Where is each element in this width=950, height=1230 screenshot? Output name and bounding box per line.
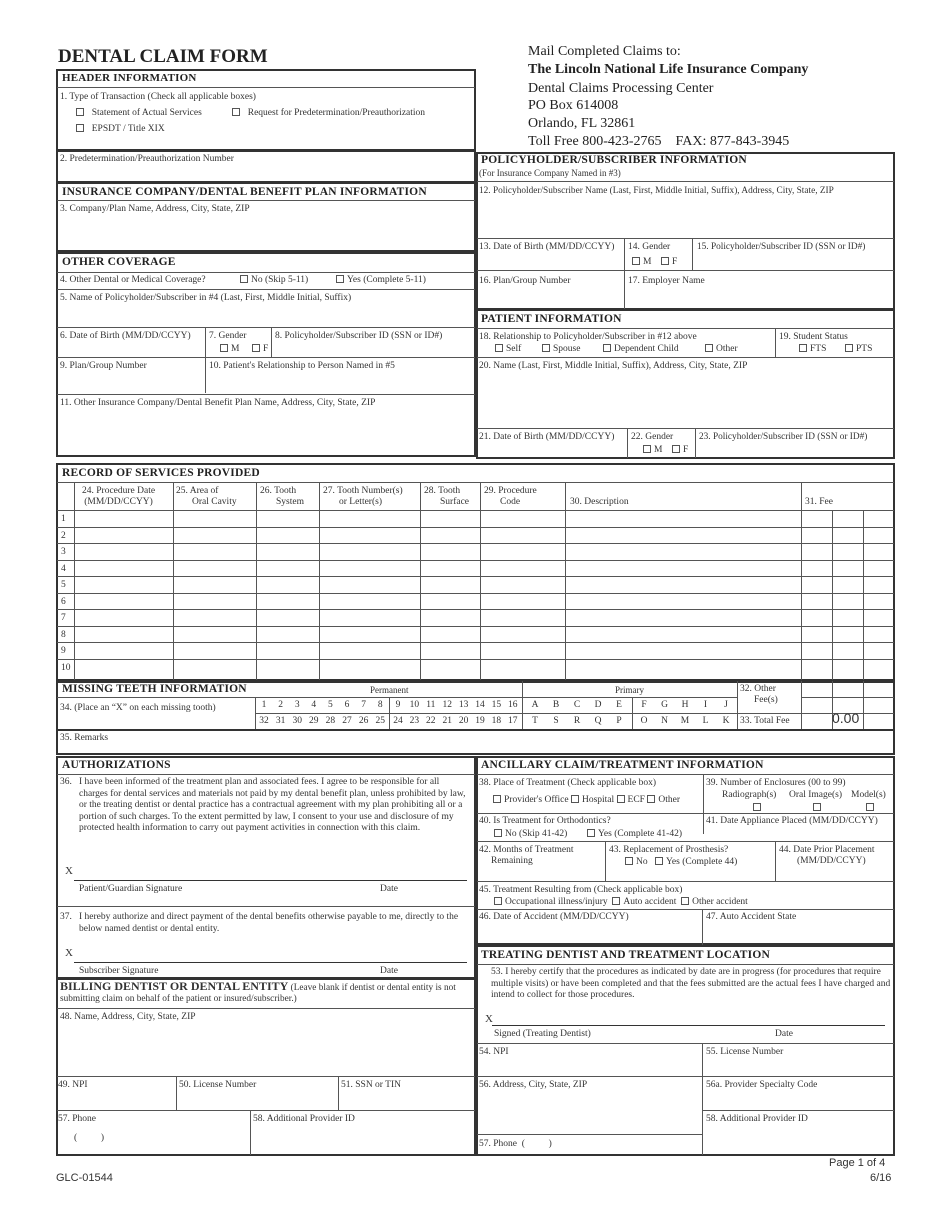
field-9-label: 9. Plan/Group Number [60,361,147,371]
field-36-num: 36. [60,777,72,787]
other-coverage-title: OTHER COVERAGE [62,256,176,268]
mail-to-dept: Dental Claims Processing Center [528,81,714,96]
checkbox-icon [232,108,240,116]
tooth-permanent[interactable]: 24 [393,716,403,726]
mail-to-label: Mail Completed Claims to: [528,44,681,59]
field-8-label: 8. Policyholder/Subscriber ID (SSN or ID#) [275,331,443,341]
field-18-label: 18. Relationship to Policyholder/Subscriber in #12 above [479,332,697,342]
checkbox-occupational[interactable]: Occupational illness/injury [494,897,608,907]
field-10-label: 10. Patient's Relationship to Person Named in #5 [209,361,395,371]
field-22-label: 22. Gender [631,432,674,442]
field-34-label: 34. (Place an “X” on each missing tooth) [60,703,216,713]
signature-x-1: X [65,865,73,877]
tooth-permanent[interactable]: 31 [275,716,286,726]
field-23-label: 23. Policyholder/Subscriber ID (SSN or ID#) [699,432,868,442]
tooth-permanent[interactable]: 11 [426,700,436,710]
checkbox-auto-accident[interactable]: Auto accident [612,897,676,907]
checkbox-dependent-child[interactable]: Dependent Child [603,344,679,355]
tooth-primary[interactable]: G [661,700,668,710]
signature-x-2: X [65,947,73,959]
patient-signature-line[interactable] [74,880,467,881]
field-51-label: 51. SSN or TIN [341,1080,401,1090]
row-number: 3 [61,547,66,557]
table-row[interactable] [57,593,894,610]
checkbox-ecf[interactable]: ECF [617,795,645,805]
checkbox-icon [705,344,713,352]
remarks-box[interactable] [56,729,895,755]
mail-to-city: Orlando, FL 32861 [528,116,636,131]
tooth-permanent[interactable]: 4 [311,700,317,710]
field-32-label: 32. Other Fee(s) [740,684,778,705]
field-50-label: 50. License Number [179,1080,257,1090]
tooth-primary[interactable]: B [552,700,560,710]
tooth-permanent[interactable]: 2 [278,700,283,710]
checkbox-icon [252,344,260,352]
mail-to-pobox: PO Box 614008 [528,98,619,113]
field-4-label: 4. Other Dental or Medical Coverage? [60,275,206,285]
row-number: 8 [61,629,66,640]
tooth-permanent[interactable]: 6 [344,700,350,710]
form-version: 6/16 [870,1172,892,1184]
row-number: 6 [61,596,66,607]
tooth-permanent[interactable]: 22 [426,716,436,726]
checkbox-icon [799,344,807,352]
policyholder-subtitle: (For Insurance Company Named in #3) [479,168,621,178]
checkbox-icon [76,108,84,116]
col-30-header: 30. Description [570,497,629,507]
tooth-primary[interactable]: K [722,716,730,726]
col-31-header: 31. Fee [805,497,833,507]
checkbox-icon [661,257,669,265]
tooth-primary[interactable]: Q [594,716,602,726]
fee-column-divider [801,681,802,729]
table-row[interactable] [57,576,894,593]
field-49-label: 49. NPI [58,1080,88,1090]
field-13-label: 13. Date of Birth (MM/DD/CCYY) [479,242,615,252]
tooth-primary[interactable]: H [681,700,689,710]
field-40-label: 40. Is Treatment for Orthodontics? [479,816,611,826]
checkbox-self[interactable]: Self [495,344,521,355]
checkbox-icon [336,275,344,283]
checkbox-icon [76,124,84,132]
field-55-label: 55. License Number [706,1047,784,1057]
field-14-label: 14. Gender [628,242,671,252]
header-title: HEADER INFORMATION [62,72,197,84]
field-17-label: 17. Employer Name [628,276,705,286]
checkbox-f7-f[interactable]: F [252,344,268,355]
checkbox-f43-yes[interactable]: Yes (Complete 44) [655,857,737,868]
row-number: 9 [61,646,66,656]
dentist-signature-line[interactable] [492,1025,885,1026]
tooth-permanent[interactable]: 30 [292,716,302,726]
treating-dentist-title: TREATING DENTIST AND TREATMENT LOCATION [481,949,770,961]
checkbox-f43-no[interactable]: No [625,857,648,868]
checkbox-f4-yes[interactable]: Yes (Complete 5-11) [336,275,426,286]
col-29-header: 29. Procedure Code [484,486,537,507]
table-row[interactable] [57,642,894,659]
mail-to-phones: Toll Free 800-423-2765 FAX: 877-843-3945 [528,134,790,149]
ancillary-title: ANCILLARY CLAIM/TREATMENT INFORMATION [481,759,764,771]
checkbox-icon [845,344,853,352]
field-35-label: 35. Remarks [60,733,109,743]
checkbox-pts[interactable]: PTS [845,344,872,355]
field-39-label: 39. Number of Enclosures (00 to 99) [706,778,846,788]
date-label-1: Date [380,884,398,894]
tooth-permanent[interactable]: 29 [309,716,319,726]
field-37-num: 37. [60,912,72,922]
table-row[interactable] [57,560,894,577]
checkbox-epsdt[interactable]: EPSDT / Title XIX [76,124,165,135]
tooth-primary[interactable]: I [703,700,708,710]
billing-title: BILLING DENTIST OR DENTAL ENTITY (Leave blank if dentist or dental entity is not submitting claim on behalf of the patient or insured/subscriber.) [60,979,456,1004]
checkbox-f7-m[interactable]: M [220,344,239,355]
checkbox-icon [240,275,248,283]
subscriber-signature-label: Subscriber Signature [79,966,159,976]
checkbox-f40-yes[interactable]: Yes (Complete 41-42) [587,829,682,840]
checkbox-icon [220,344,228,352]
treatment-resulting-options [494,897,748,908]
tooth-primary[interactable]: C [573,700,581,710]
checkbox-oral-images[interactable] [813,803,821,811]
form-code: GLC-01544 [56,1172,113,1184]
tooth-permanent[interactable]: 25 [375,716,385,726]
tooth-permanent[interactable]: 13 [458,700,469,710]
checkbox-other-accident[interactable]: Other accident [681,897,748,907]
tooth-primary[interactable]: A [531,700,539,710]
tooth-primary[interactable]: O [640,716,648,726]
field-43-label: 43. Replacement of Prosthesis? [609,845,729,855]
field-44-label: 44. Date Prior Placement (MM/DD/CCYY) [779,845,875,866]
tooth-permanent[interactable]: 23 [409,716,420,726]
tooth-permanent[interactable]: 8 [377,700,383,710]
field-5-label: 5. Name of Policyholder/Subscriber in #4 (Last, First, Middle Initial, Suffix) [60,293,352,303]
checkbox-f14-f[interactable]: F [661,257,677,268]
checkbox-f4-no[interactable]: No (Skip 5-11) [240,275,308,286]
table-row[interactable] [57,626,894,643]
tooth-primary[interactable]: E [616,700,622,710]
tooth-permanent[interactable]: 14 [475,700,485,710]
checkbox-actual-services[interactable]: Statement of Actual Services [76,108,202,119]
tooth-permanent[interactable]: 27 [342,716,352,726]
tooth-primary[interactable]: L [702,716,709,726]
row-number: 5 [61,580,66,590]
tooth-permanent[interactable]: 15 [491,700,502,710]
checkbox-icon [542,344,550,352]
checkbox-models[interactable] [866,803,874,811]
field-47-label: 47. Auto Accident State [706,912,797,922]
col-24-header: 24. Procedure Date (MM/DD/CCYY) [82,486,156,507]
tooth-permanent[interactable]: 12 [442,700,452,710]
field-58-treating-label: 58. Additional Provider ID [706,1114,808,1124]
tooth-permanent[interactable]: 3 [294,700,300,710]
field-54-label: 54. NPI [479,1047,509,1057]
field-36-text: I have been informed of the treatment plan and associated fees. I agree to be responsible for all charges for dental services and materials not paid by my dental benefit plan, unless prohibited by law, or the treating dentist or dental practice has a contractual agreement with my plan prohibiting all or a portion of such charges. To the extent permitted by law, I consent to your use and disclosure of my protected health information to carry out payment activities in connection with this claim. [79,777,466,833]
tooth-permanent[interactable]: 26 [358,716,369,726]
insurance-title: INSURANCE COMPANY/DENTAL BENEFIT PLAN INFORMATION [62,186,427,198]
enclosure-models: Model(s) [851,790,886,800]
field-21-label: 21. Date of Birth (MM/DD/CCYY) [479,432,615,442]
field-16-label: 16. Plan/Group Number [479,276,571,286]
checkbox-icon [625,857,633,865]
field-53-text: 53. I hereby certify that the procedures as indicated by date are in progress (for procedures that require multiple visits) or have been completed and that the fees submitted are the actual fees I have charged and intend to collect for those procedures. [491,967,891,1000]
tooth-primary[interactable]: T [532,716,538,726]
row-number: 1 [61,514,66,524]
field-42-label: 42. Months of Treatment Remaining [479,845,574,866]
checkbox-f14-m[interactable]: M [632,257,651,268]
checkbox-f22-m[interactable]: M [643,445,662,456]
field-56-label: 56. Address, City, State, ZIP [479,1080,588,1090]
dentist-signature-label: Signed (Treating Dentist) [494,1029,591,1039]
field-20-label: 20. Name (Last, First, Middle Initial, Suffix), Address, City, State, ZIP [479,361,748,371]
checkbox-spouse[interactable]: Spouse [542,344,580,355]
tooth-primary[interactable]: D [594,700,602,710]
checkbox-hospital[interactable]: Hospital [571,795,614,805]
checkbox-other-place[interactable]: Other [647,795,680,805]
row-number: 7 [61,613,66,623]
field-15-label: 15. Policyholder/Subscriber ID (SSN or ID#) [697,242,866,252]
col-26-header: 26. Tooth System [260,486,304,507]
col-27-header: 27. Tooth Number(s) or Letter(s) [323,486,403,507]
tooth-permanent[interactable]: 18 [491,716,502,726]
checkbox-icon [495,344,503,352]
field-46-label: 46. Date of Accident (MM/DD/CCYY) [479,912,629,922]
date-label-2: Date [380,966,398,976]
checkbox-icon [672,445,680,453]
col-25-header: 25. Area of Oral Cavity [176,486,237,507]
field-48-label: 48. Name, Address, City, State, ZIP [60,1012,196,1022]
checkbox-icon [587,829,595,837]
form-title: DENTAL CLAIM FORM [58,46,268,67]
field-2-label: 2. Predetermination/Preauthorization Number [60,154,234,164]
tooth-primary[interactable]: R [573,716,581,726]
table-row[interactable] [57,510,894,527]
tooth-primary[interactable]: J [724,700,728,710]
primary-label: Primary [615,685,644,695]
field-57-label: 57. Phone [58,1114,96,1124]
tooth-permanent[interactable]: 28 [325,716,336,726]
services-title: RECORD OF SERVICES PROVIDED [62,467,260,479]
field-38-label: 38. Place of Treatment (Check applicable box) [479,778,657,788]
checkbox-icon [494,829,502,837]
field-56a-label: 56a. Provider Specialty Code [706,1080,818,1090]
tooth-permanent[interactable]: 1 [261,700,267,710]
signature-x-3: X [485,1013,493,1025]
enclosure-radiographs: Radiograph(s) [722,790,777,800]
col-28-header: 28. Tooth Surface [424,486,470,507]
tooth-permanent[interactable]: 7 [361,700,366,710]
fee-row-divider [801,697,894,698]
tooth-permanent[interactable]: 17 [508,716,518,726]
field-12-label: 12. Policyholder/Subscriber Name (Last, First, Middle Initial, Suffix), Address, City, State, ZIP [479,186,834,196]
row-number: 4 [61,563,66,574]
tooth-primary[interactable]: N [661,716,668,726]
field-11-label: 11. Other Insurance Company/Dental Benefit Plan Name, Address, City, State, ZIP [60,398,376,408]
checkbox-providers-office[interactable]: Provider's Office [493,795,569,805]
table-row[interactable] [57,609,894,626]
table-row[interactable] [57,527,894,544]
checkbox-predetermination[interactable]: Request for Predetermination/Preauthorization [232,108,425,119]
checkbox-f40-no[interactable]: No (Skip 41-42) [494,829,567,840]
permanent-label: Permanent [370,685,409,695]
field-41-label: 41. Date Appliance Placed (MM/DD/CCYY) [706,816,878,826]
checkbox-radiographs[interactable] [753,803,761,811]
field-1-label: 1. Type of Transaction (Check all applicable boxes) [60,92,256,102]
field-57-phone[interactable]: ( ) [74,1133,105,1143]
field-58-label: 58. Additional Provider ID [253,1114,355,1124]
fee-column-divider [863,681,864,729]
place-of-treatment-options [493,795,680,806]
field-57-treating-label: 57. Phone ( ) [479,1139,552,1149]
row-number: 2 [61,530,66,541]
subscriber-signature-line[interactable] [74,962,467,963]
mail-to-company: The Lincoln National Life Insurance Company [528,62,809,77]
tooth-permanent[interactable]: 16 [508,700,518,710]
checkbox-fts[interactable]: FTS [799,344,826,355]
tooth-permanent[interactable]: 10 [409,700,420,710]
total-fee-value[interactable]: 0.00 [832,710,860,726]
field-33-label: 33. Total Fee [740,716,790,726]
authorizations-title: AUTHORIZATIONS [62,759,171,771]
row-number: 10 [61,662,71,673]
checkbox-icon [603,344,611,352]
table-row[interactable] [57,543,894,560]
tooth-permanent[interactable]: 5 [328,700,333,710]
table-row[interactable] [57,659,894,676]
page-number: Page 1 of 4 [829,1157,886,1169]
patient-title: PATIENT INFORMATION [481,313,622,325]
date-label-3: Date [775,1029,793,1039]
checkbox-icon [632,257,640,265]
checkbox-icon [643,445,651,453]
checkbox-f22-f[interactable]: F [672,445,688,456]
field-45-label: 45. Treatment Resulting from (Check applicable box) [479,885,683,895]
tooth-primary[interactable]: P [616,716,622,726]
tooth-permanent[interactable]: 19 [475,716,485,726]
field-6-label: 6. Date of Birth (MM/DD/CCYY) [60,331,191,341]
tooth-permanent[interactable]: 9 [395,700,401,710]
patient-signature-label: Patient/Guardian Signature [79,884,183,894]
enclosure-oral-images: Oral Image(s) [789,790,843,800]
tooth-permanent[interactable]: 21 [442,716,452,726]
tooth-permanent[interactable]: 20 [458,716,469,726]
field-19-label: 19. Student Status [779,332,848,342]
tooth-primary[interactable]: S [553,716,559,726]
checkbox-other[interactable]: Other [705,344,738,355]
checkbox-icon [655,857,663,865]
field-37-text: I hereby authorize and direct payment of the dental benefits otherwise payable to me, directly to the below named dentist or dental entity. [79,912,459,934]
tooth-permanent[interactable]: 32 [259,716,269,726]
field-7-label: 7. Gender [209,331,247,341]
missing-teeth-title: MISSING TEETH INFORMATION [62,683,247,695]
tooth-primary[interactable]: M [680,716,690,726]
field-3-label: 3. Company/Plan Name, Address, City, State, ZIP [60,204,250,214]
tooth-primary[interactable]: F [641,700,647,710]
policyholder-title: POLICYHOLDER/SUBSCRIBER INFORMATION [481,154,747,166]
